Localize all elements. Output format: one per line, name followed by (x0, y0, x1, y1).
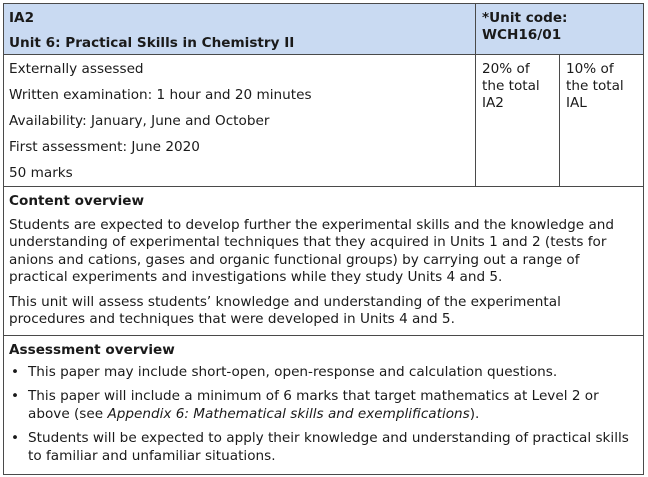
bullet-text: Students will be expected to apply their knowledge and understanding of practical skills to familiar and unfamiliar situations. (28, 430, 629, 464)
bullet-icon: • (11, 430, 20, 447)
assessment-info-cell (4, 55, 476, 187)
list-item (4, 430, 643, 465)
weight-ial-line: 10% of (566, 61, 614, 77)
weight-ia2-cell (476, 55, 560, 187)
weight-ia2-line: 20% of (482, 61, 530, 77)
assessment-bullet-list (4, 364, 643, 465)
unit-code-label: *Unit code: (482, 10, 568, 26)
assessment-overview-cell (4, 336, 644, 475)
list-item (4, 388, 643, 423)
info-line: First assessment: June 2020 (9, 139, 200, 155)
weight-ia2-line: IA2 (482, 95, 504, 111)
info-row (4, 55, 644, 187)
info-line: 50 marks (9, 165, 73, 181)
content-overview-cell (4, 187, 644, 336)
info-line: Externally assessed (9, 61, 144, 77)
info-line: Written examination: 1 hour and 20 minutes (9, 87, 312, 103)
info-line: Availability: January, June and October (9, 113, 270, 129)
content-paragraph: This unit will assess students’ knowledge and understanding of the experimental procedures and techniques that were developed in Units 4 and 5. (9, 293, 561, 328)
bullet-text: This paper will include a minimum of 6 marks that target mathematics at Level 2 or above (see (28, 388, 599, 422)
weight-ial-line: the total (566, 78, 624, 94)
weight-ial-line: IAL (566, 95, 587, 111)
bullet-text: This paper may include short-open, open-response and calculation questions. (28, 364, 558, 380)
qualification-level: IA2 (9, 10, 35, 26)
weight-ia2-line: the total (482, 78, 540, 94)
bullet-icon: • (11, 388, 20, 405)
unit-header-cell (4, 4, 476, 55)
appendix-reference: Appendix 6: Mathematical skills and exemplifications (107, 405, 470, 422)
bullet-icon: • (11, 364, 20, 380)
unit-code: WCH16/01 (482, 27, 562, 43)
content-row (4, 187, 644, 336)
unit-code-cell (476, 4, 644, 55)
assessment-overview-title: Assessment overview (9, 342, 175, 358)
header-row (4, 4, 644, 55)
list-item (4, 364, 643, 381)
content-paragraph: Students are expected to develop further the experimental skills and the knowledge and understanding of experimental techniques that they acquired in Units 1 and 2 (tests for anions and cations, gases and organic functional groups) by carrying out a range of practical experiments and investigations while they study Units 4 and 5. (9, 217, 615, 286)
assessment-row (4, 336, 644, 475)
bullet-text-end: ). (469, 405, 480, 422)
weight-ial-cell (560, 55, 644, 187)
content-overview-title: Content overview (9, 193, 145, 209)
unit-title: Unit 6: Practical Skills in Chemistry II (9, 35, 295, 51)
unit-spec-table (3, 3, 644, 475)
